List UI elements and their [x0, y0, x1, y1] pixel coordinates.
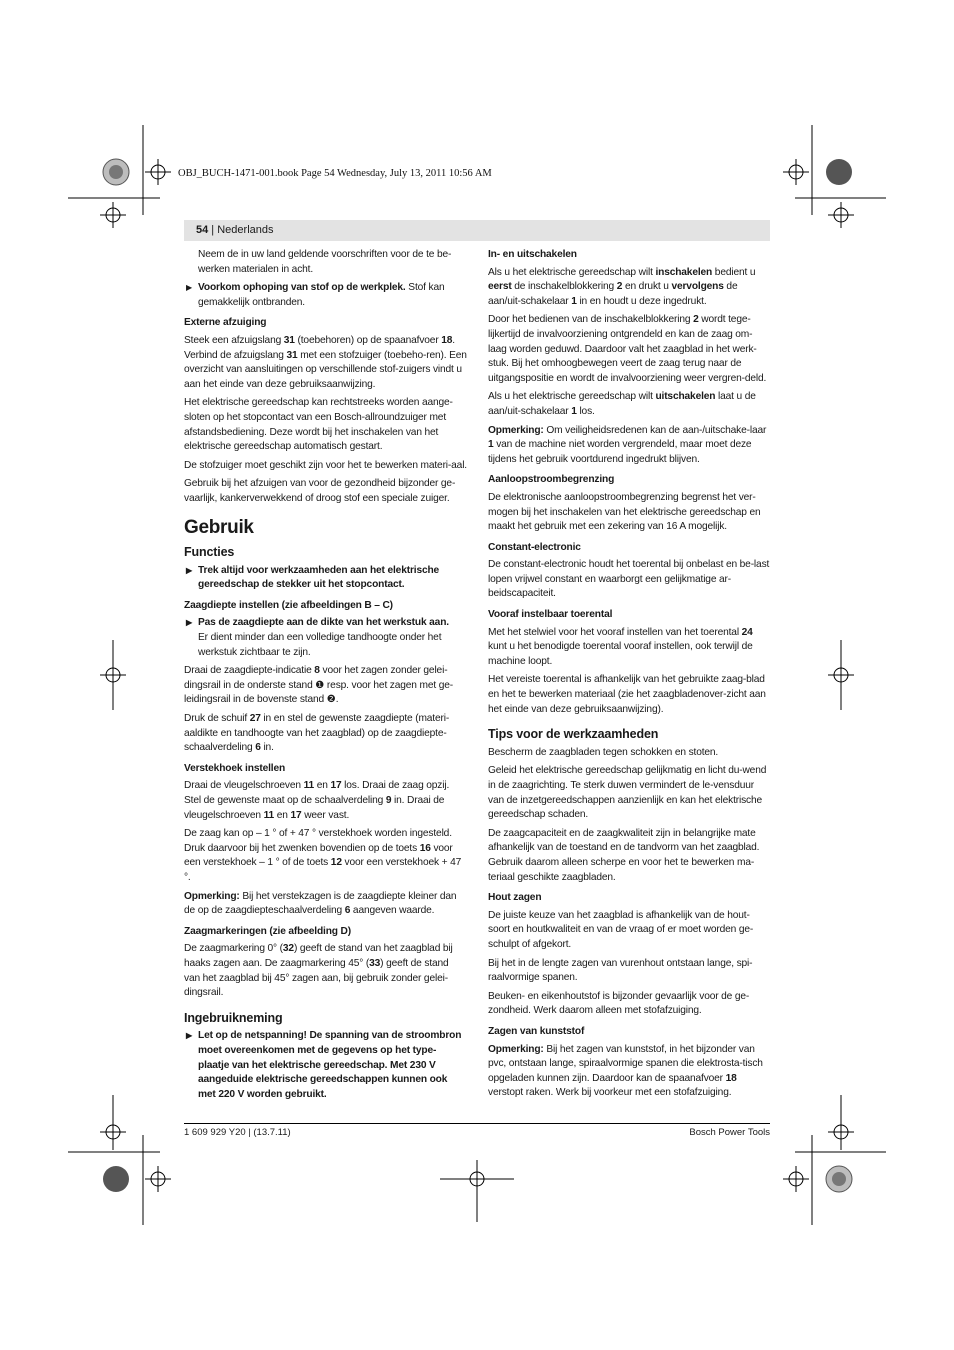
subheading: Aanloopstroombegrenzing — [488, 474, 615, 486]
heading: Functies — [184, 545, 235, 560]
bullet-item: ▶ Voorkom ophoping van stof op de werkplek. Stof kan gemakkelijk ontbranden. — [186, 282, 445, 308]
paragraph: Draai de vleugelschroeven 11 en 17 los. Draai de zaag opzij. Stel de gewenste maat op de schaalverdeling 9 in. Draai de vleugelschroeven 11 en 17 weer vast. — [184, 780, 450, 821]
paragraph: De constant-electronic houdt het toerental bij onbelast en be-last lopen vrijwel constant en waarborgt een gelijkmatige ar-beidscapaciteit. — [488, 559, 770, 600]
subheading: Zaagmarkeringen (zie afbeelding D) — [184, 925, 351, 937]
paragraph: De zaag kan op – 1 ° of + 47 ° verstekhoek worden ingesteld. Druk daarvoor bij het zwenken bovendien op de toets 16 voor een verstekhoek – 1 ° of de toets 12 voor een verstekhoek + 47 °. — [184, 828, 462, 883]
heading: Ingebruikneming — [184, 1010, 283, 1025]
registration-disc-bottom-left — [103, 1166, 129, 1192]
triangle-bullet-icon: ▶ — [186, 283, 193, 293]
left-column — [184, 248, 467, 1106]
paragraph: Draai de zaagdiepte-indicatie 8 voor het zagen zonder gelei-dingsrail in de onderste stand ❶ resp. voor het zagen met ge-leidingsrail in de bovenste stand ❷. — [184, 665, 453, 706]
bullet-item: ▶ Pas de zaagdiepte aan de dikte van het werkstuk aan. — [184, 616, 467, 631]
paragraph: De juiste keuze van het zaagblad is afhankelijk van de hout-soort en houtkwaliteit en van de vraag of er moet worden ge-schulpt of afgekort. — [488, 909, 754, 950]
paragraph: De elektronische aanloopstroombegrenzing begrenst het ver-mogen bij het inschakelen van het elektrische gereedschap en maakt het gebruik met een zekering van 16 A mogelijk. — [488, 491, 761, 533]
print-slug: OBJ_BUCH-1471-001.book Page 54 Wednesday, July 13, 2011 10:56 AM — [178, 168, 492, 179]
section-title: Nederlands — [217, 224, 274, 236]
subheading: Zagen van kunststof — [488, 1025, 585, 1037]
subheading: Hout zagen — [488, 892, 542, 904]
page-header: 54 | Nederlands — [184, 220, 770, 241]
subheading: Verstekhoek instellen — [184, 762, 286, 774]
paragraph: Door het bedienen van de inschakelblokkering 2 wordt tege-lijkertijd de invalvoorziening ontgrendeld en kan de zaag om-laag worden geduwd. Daardoor valt het zaagblad in het werk-stuk. Bij het omhoogbewegen veert de zaag terug naar de uitgangspositie en wordt de invalvoorziening weer vergren-deld. — [488, 314, 767, 384]
paragraph: Er dient minder dan een volledige tandhoogte onder het werkstuk zichtbaar te zijn. — [198, 632, 442, 658]
bullet-item: ▶ Trek altijd voor werkzaamheden aan het elektrische gereedschap de stekker uit het stopcontact. — [186, 564, 440, 591]
paragraph: Bij het in de lengte zagen van vurenhout ontstaan lange, spi-raalvormige spanen. — [488, 957, 753, 984]
paragraph: Steek een afzuigslang 31 (toebehoren) op de spaanafvoer 18. Verbind de afzuigslang 31 met een stofzuiger (toebeho-ren). Een overzicht van aansluitingen op verschillende stof-zuigers vindt u aan het einde van deze gebruiksaanwijzing. — [184, 334, 467, 390]
registration-star-bottom-right — [826, 1166, 852, 1192]
bullet-item: ▶ Let op de netspanning! De spanning van de stroombron moet overeenkomen met de gegevens op het type-plaatje van het elektrische gereedschap. Met 230 V aangeduide elektrische gereedschappen kunnen ook met 220 V worden gebruikt. — [186, 1030, 462, 1100]
footer-brand: Bosch Power Tools — [689, 1127, 770, 1138]
footer-doc-number: 1 609 929 Y20 | (13.7.11) — [184, 1127, 291, 1138]
paragraph: Als u het elektrische gereedschap wilt inschakelen bedient u eerst de inschakelblokkering 2 en drukt u vervolgens de aan/uit-schakelaar 1 in en houdt u deze ingedrukt. — [488, 266, 756, 307]
triangle-bullet-icon: ▶ — [186, 618, 193, 628]
subheading: Constant-electronic — [488, 541, 581, 553]
registration-disc-top-right — [826, 159, 852, 185]
registration-star-top-left — [103, 159, 129, 185]
heading: Tips voor de werkzaamheden — [488, 727, 659, 742]
paragraph: De zaagmarkering 0° (32) geeft de stand van het zaagblad bij haaks zagen aan. De zaagmarkering 45° (33) geeft de stand van het zaagblad bij 45° zagen aan, bij gebruik zonder gelei-dingsrail. — [184, 943, 453, 999]
triangle-bullet-icon: ▶ — [186, 1031, 193, 1041]
subheading: Zaagdiepte instellen (zie afbeeldingen B – C) — [184, 599, 393, 611]
subheading: Vooraf instelbaar toerental — [488, 609, 613, 621]
page-number: 54 — [196, 224, 209, 236]
paragraph: Opmerking: Om veiligheidsredenen kan de aan-/uitschake-laar 1 van de machine niet worden vergrendeld, maar moet deze tijdens het gebruik voortdurend ingedrukt blijven. — [488, 424, 767, 465]
paragraph: Het vereiste toerental is afhankelijk van het gebruikte zaag-blad en het te bewerken materiaal (zie het zaagbladenover-zicht aan het einde van deze gebruiksaanwijzing). — [488, 674, 766, 715]
paragraph: Opmerking: Bij het verstekzagen is de zaagdiepte kleiner dan de op de zaagdiepteschaalverdeling 6 aangeven waarde. — [184, 890, 457, 917]
subheading: Externe afzuiging — [184, 317, 267, 329]
right-column — [488, 248, 771, 1105]
subheading: In- en uitschakelen — [488, 249, 577, 260]
paragraph: Gebruik bij het afzuigen van voor de gezondheid bijzonder ge-vaarlijk, kankerverwekkend of droog stof een speciale zuiger. — [184, 478, 456, 504]
paragraph: Druk de schuif 27 in en stel de gewenste zaagdiepte (materi-aaldikte en tandhoogte van het zaagblad) op de zaagdiepte-schaalverdeling 6 in. — [184, 713, 450, 754]
paragraph: Bescherm de zaagbladen tegen schokken en stoten. — [488, 746, 719, 758]
footer-rule — [184, 1123, 770, 1124]
paragraph: Geleid het elektrische gereedschap gelijkmatig en licht du-wend in de zaagrichting. Te sterk duwen vermindert de le-vensduur van de inzetgereedschappen aanzienlijk en kan het elektrische gereedschap schaden. — [488, 765, 767, 821]
paragraph: Als u het elektrische gereedschap wilt uitschakelen laat u de aan/uit-schakelaar 1 los. — [488, 391, 756, 417]
paragraph: De zaagcapaciteit en de zaagkwaliteit zijn in belangrijke mate afhankelijk van de toestand en de tandvorm van het zaagblad. Gebruik daarom alleen scherpe en voor het te bewerken ma-teriaal geschikte zaagbladen. — [488, 827, 760, 883]
paragraph: Het elektrische gereedschap kan rechtstreeks worden aange-sloten op het stopcontact van een Bosch-allroundzuiger met afstandsbediening. Deze wordt bij het inschakelen van het elektrische gereedschap automatisch gestart. — [184, 397, 453, 453]
triangle-bullet-icon: ▶ — [186, 565, 193, 575]
paragraph: Opmerking: Bij het zagen van kunststof, in het bijzonder van pvc, ontstaan lange, spiraalvormige spanen die elektrosta-tisch opgeladen kunnen zijn. Daardoor kan de spaanafvoer 18 verstopt raken. Werk bij voorkeur met een stofafzuiging. — [488, 1043, 763, 1099]
paragraph: Neem de in uw land geldende voorschriften voor de te be-werken materialen in acht. — [198, 249, 452, 275]
section-heading: Gebruik — [184, 516, 254, 538]
paragraph: Met het stelwiel voor het vooraf instellen van het toerental 24 kunt u het benodigde toerental vooraf instellen, ook terwijl de machine loopt. — [488, 626, 753, 667]
paragraph: De stofzuiger moet geschikt zijn voor het te bewerken materi-aal. — [184, 459, 467, 471]
paragraph: Beuken- en eikenhoutstof is bijzonder gevaarlijk voor de ge-zondheid. Werk daarom alleen met stofafzuiging. — [488, 990, 750, 1017]
